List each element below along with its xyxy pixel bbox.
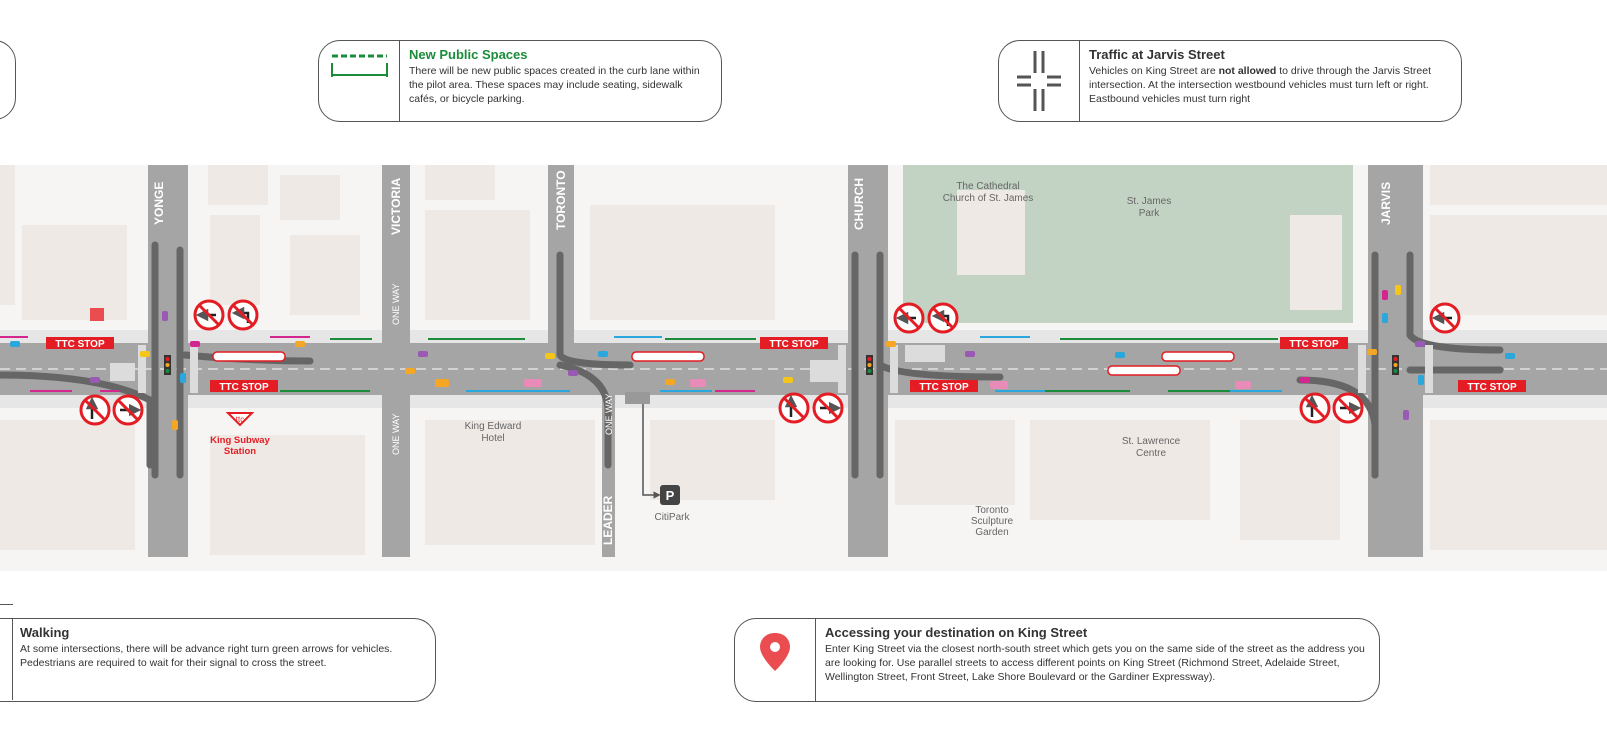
intersection-icon xyxy=(999,41,1079,121)
king-station-label-2: Station xyxy=(223,446,257,457)
parking-symbol: P xyxy=(665,488,675,503)
public-space-icon-cell xyxy=(319,41,400,121)
walking-divider xyxy=(12,618,13,700)
no-straight-icon xyxy=(814,394,842,422)
ttc-stop-label: TTC STOP xyxy=(769,339,819,350)
accessing-card xyxy=(734,618,1380,702)
leader-label: LEADER xyxy=(601,495,615,545)
cathedral-label-2: Church of St. James xyxy=(942,193,1034,204)
cathedral-label-1: The Cathedral xyxy=(956,181,1020,192)
accessing-title: Accessing your destination on King Street xyxy=(825,625,1088,640)
yonge-label: YONGE xyxy=(152,181,166,225)
jarvis-icon-cell xyxy=(999,41,1080,121)
ttc-stop-label: TTC STOP xyxy=(919,382,969,393)
public-spaces-text: There will be new public spaces created in the curb lane within the pilot area. These spaces may include seating, sidewalk cafés, or bicycle parking. xyxy=(409,65,700,105)
ttc-stop-label: TTC STOP xyxy=(219,382,269,393)
no-straight-left-icon xyxy=(81,396,109,424)
no-straight-icon xyxy=(114,396,142,424)
accessing-text: Enter King Street via the closest north-south street which gets you on the same side of the street as the address you are looking for. Use parallel streets to access different points on King Street (Richmond Street, Adelaide Street, Wellington Street, Front Street, Lake Shore Boulevard or the Gardiner Expressway). xyxy=(825,643,1365,683)
partial-card-left xyxy=(0,40,16,120)
st-lawrence-label-1: St. Lawrence xyxy=(1121,436,1181,447)
accessing-icon-cell xyxy=(735,619,816,701)
one-way-leader: ONE WAY xyxy=(604,393,614,435)
no-straight-left-icon xyxy=(1301,394,1329,422)
no-left-turn-icon xyxy=(1431,304,1459,332)
victoria-label: VICTORIA xyxy=(389,177,403,235)
sculpture-label-2: Sculpture xyxy=(970,516,1014,527)
one-way-victoria-north: ONE WAY xyxy=(391,283,401,325)
jarvis-traffic-title: Traffic at Jarvis Street xyxy=(1089,47,1225,62)
location-pin-icon xyxy=(735,619,815,701)
jarvis-label: JARVIS xyxy=(1379,181,1393,225)
ttc-stop-label: TTC STOP xyxy=(55,339,105,350)
ttc-stop-label: TTC STOP xyxy=(1289,339,1339,350)
sculpture-label-1: Toronto xyxy=(975,505,1009,516)
jarvis-traffic-card xyxy=(998,40,1462,122)
svg-text:ttc: ttc xyxy=(235,415,245,424)
no-straight-icon xyxy=(1334,394,1362,422)
no-left-turn-icon xyxy=(195,301,223,329)
walking-card xyxy=(0,618,436,702)
toronto-label: TORONTO xyxy=(554,170,568,230)
king-station-label-1: King Subway xyxy=(210,435,270,446)
public-space-icon xyxy=(319,41,399,121)
st-james-label-1: St. James xyxy=(1126,196,1172,207)
citipark-label: CitiPark xyxy=(654,512,690,523)
st-lawrence-label-2: Centre xyxy=(1135,448,1167,459)
public-spaces-title: New Public Spaces xyxy=(409,47,528,62)
walking-title: Walking xyxy=(20,625,70,640)
public-spaces-card xyxy=(318,40,722,122)
st-james-label-2: Park xyxy=(1138,208,1160,219)
one-way-victoria-south: ONE WAY xyxy=(391,413,401,455)
king-edward-label-2: Hotel xyxy=(481,433,505,444)
sculpture-label-3: Garden xyxy=(975,527,1009,538)
no-left-turn-icon xyxy=(229,301,257,329)
ttc-stop-label: TTC STOP xyxy=(1467,382,1517,393)
church-label: CHURCH xyxy=(852,178,866,230)
no-left-turn-icon xyxy=(929,304,957,332)
king-street-map xyxy=(0,165,1607,571)
king-edward-label-1: King Edward xyxy=(464,421,522,432)
walking-text: At some intersections, there will be advance right turn green arrows for vehicles. Pedestrians are required to wait for their signal to cross the street. xyxy=(20,643,393,669)
park-building xyxy=(1290,215,1342,310)
jarvis-traffic-text: Vehicles on King Street are not allowed to drive through the Jarvis Street intersection. At the intersection westbound vehicles must turn left or right. Eastbound vehicles must turn right xyxy=(1089,65,1432,105)
no-straight-left-icon xyxy=(780,394,808,422)
no-left-turn-icon xyxy=(895,304,923,332)
